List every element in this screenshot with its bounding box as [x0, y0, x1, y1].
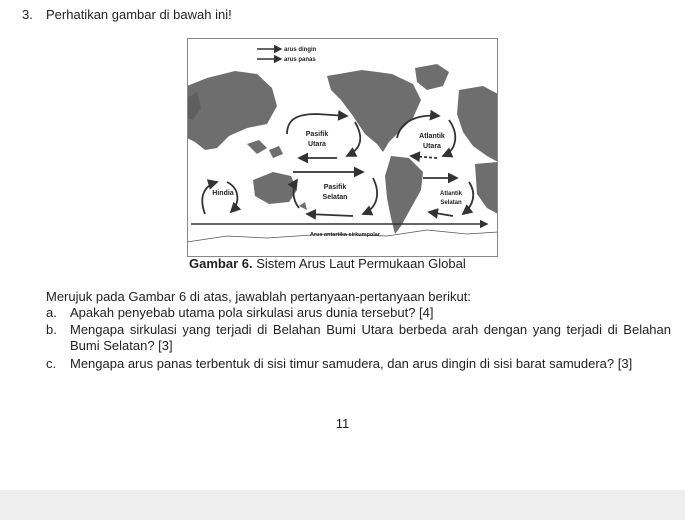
label-north-pacific-2: Utara — [308, 141, 326, 148]
label-north-atlantic-1: Atlantik — [419, 133, 445, 140]
question-intro: Perhatikan gambar di bawah ini! — [46, 7, 232, 22]
figure-caption-text: Sistem Arus Laut Permukaan Global — [252, 256, 466, 271]
item-text: Mengapa sirkulasi yang terjadi di Belahan Bumi Utara berbeda arah dengan yang terjadi di Belahan Bumi Selatan? [3] — [70, 322, 671, 353]
legend-warm-label: arus panas — [284, 57, 316, 63]
item-text: Apakah penyebab utama pola sirkulasi arus dunia tersebut? [4] — [70, 305, 434, 320]
label-south-pacific-1: Pasifik — [323, 184, 347, 191]
figure-caption-label: Gambar 6. — [189, 256, 253, 271]
question-item-a — [46, 305, 671, 321]
question-item-b — [46, 322, 671, 354]
label-indian: Hindia — [212, 190, 234, 197]
label-south-atlantic-1: Atlantik — [439, 191, 463, 197]
question-number: 3. — [22, 7, 33, 22]
page-bottom-band — [0, 490, 685, 520]
item-label: c. — [46, 356, 57, 371]
label-south-pacific-2: Selatan — [322, 194, 348, 201]
label-south-atlantic-2: Selatan — [440, 200, 462, 206]
item-text: Mengapa arus panas terbentuk di sisi timur samudera, dan arus dingin di sisi barat samudera? [3] — [70, 356, 633, 371]
label-north-pacific-1: Pasifik — [305, 131, 329, 138]
figure-caption — [189, 256, 466, 271]
page-number: 11 — [335, 416, 350, 431]
item-label: b. — [46, 322, 57, 337]
label-antarctic: Arus antartika sirkumpolar — [310, 232, 380, 238]
ocean-currents-map — [187, 38, 498, 257]
questions-prompt: Merujuk pada Gambar 6 di atas, jawablah pertanyaan-pertanyaan berikut: — [46, 289, 471, 304]
item-label: a. — [46, 305, 57, 320]
legend-cold-label: arus dingin — [284, 47, 317, 53]
question-item-c — [46, 356, 671, 388]
label-north-atlantic-2: Utara — [423, 143, 441, 150]
